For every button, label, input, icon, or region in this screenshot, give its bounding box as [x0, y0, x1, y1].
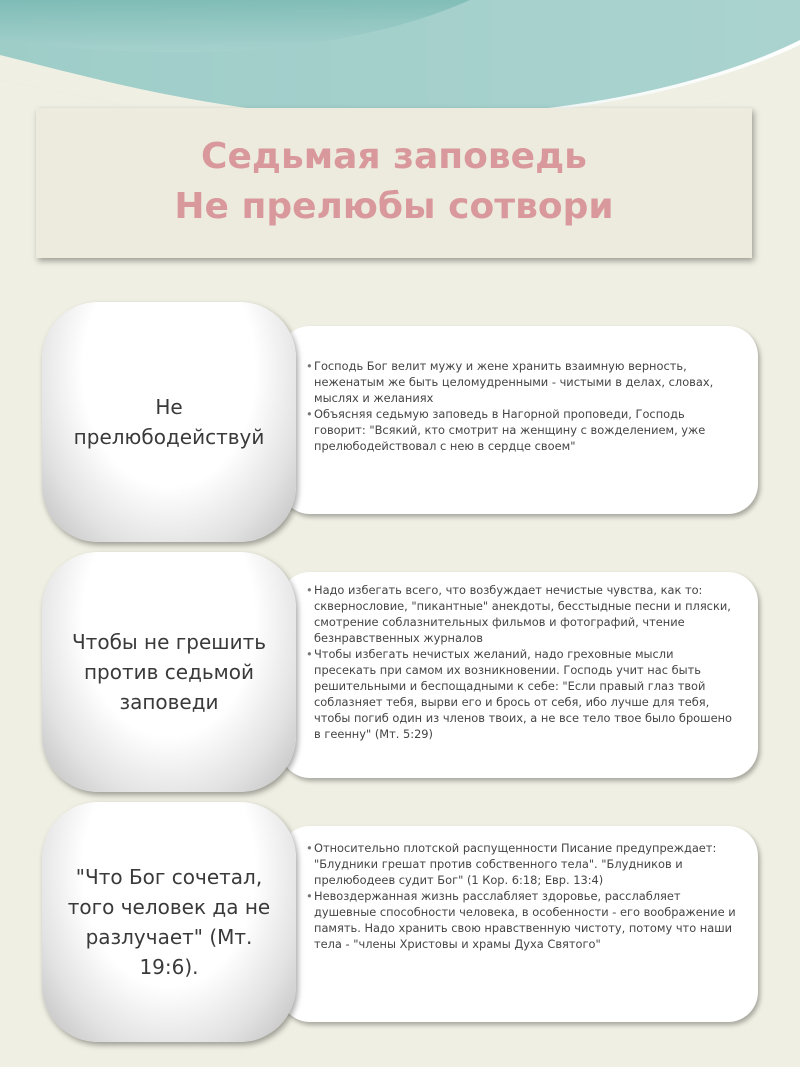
section-3-bullet-2: • Невоздержанная жизнь расслабляет здоровье, расслабляет душевные способности человека, в особенности - его воображение и память. Надо хранить свою нравственную чистоту, потому что наши тела - "члены Христовы и храмы Духа Святого"	[306, 888, 736, 952]
section-2-bullet-1: • Надо избегать всего, что возбуждает нечистые чувства, как то: сквернословие, "пикантные" анекдоты, бесстыдные песни и пляски, смотрение соблазнительных фильмов и фотографий, чтение безнравственных журналов	[306, 582, 736, 646]
section-1-bullet-1: • Господь Бог велит мужу и жене хранить взаимную верность, неженатым же быть целомудренными - чистыми в делах, словах, мыслях и желаниях	[306, 358, 736, 406]
title-box	[36, 108, 752, 258]
section-2-bullet-2: • Чтобы избегать нечистых желаний, надо греховные мысли пресекать при самом их возникновении. Господь учит нас быть решительными и беспощадными к себе: "Если правый глаз твой соблазняет тебя, вырви его и брось от себя, ибо лучше для тебя, чтобы погиб один из членов твоих, а не все тело твое было брошено в геенну" (Мт. 5:29)	[306, 646, 736, 742]
section-1-heading: Не прелюбодействуй	[73, 395, 265, 449]
title-line-1: Седьмая заповедь	[201, 136, 587, 177]
section-1-bullet-2: • Объясняя седьмую заповедь в Нагорной проповеди, Господь говорит: "Всякий, кто смотрит на женщину с вожделением, уже прелюбодействовал с нею в сердце своем"	[306, 406, 736, 454]
section-1-heading-card	[42, 302, 296, 542]
section-3-heading-card	[42, 802, 296, 1042]
section-2-panel	[280, 572, 758, 778]
section-1-panel	[280, 326, 758, 514]
title-line-2: Не прелюбы сотвори	[174, 186, 614, 227]
section-3-heading: "Что Бог сочетал, того человек да не разлучает" (Мт. 19:6).	[67, 865, 271, 979]
section-2-heading: Чтобы не грешить против седьмой заповеди	[71, 630, 267, 714]
section-3-bullet-1: • Относительно плотской распущенности Писание предупреждает: "Блудники грешат против собственного тела". "Блудников и прелюбодеев судит Бог" (1 Кор. 6:18; Евр. 13:4)	[306, 840, 736, 888]
section-2-heading-card	[42, 552, 296, 792]
section-3-panel	[280, 826, 758, 1022]
